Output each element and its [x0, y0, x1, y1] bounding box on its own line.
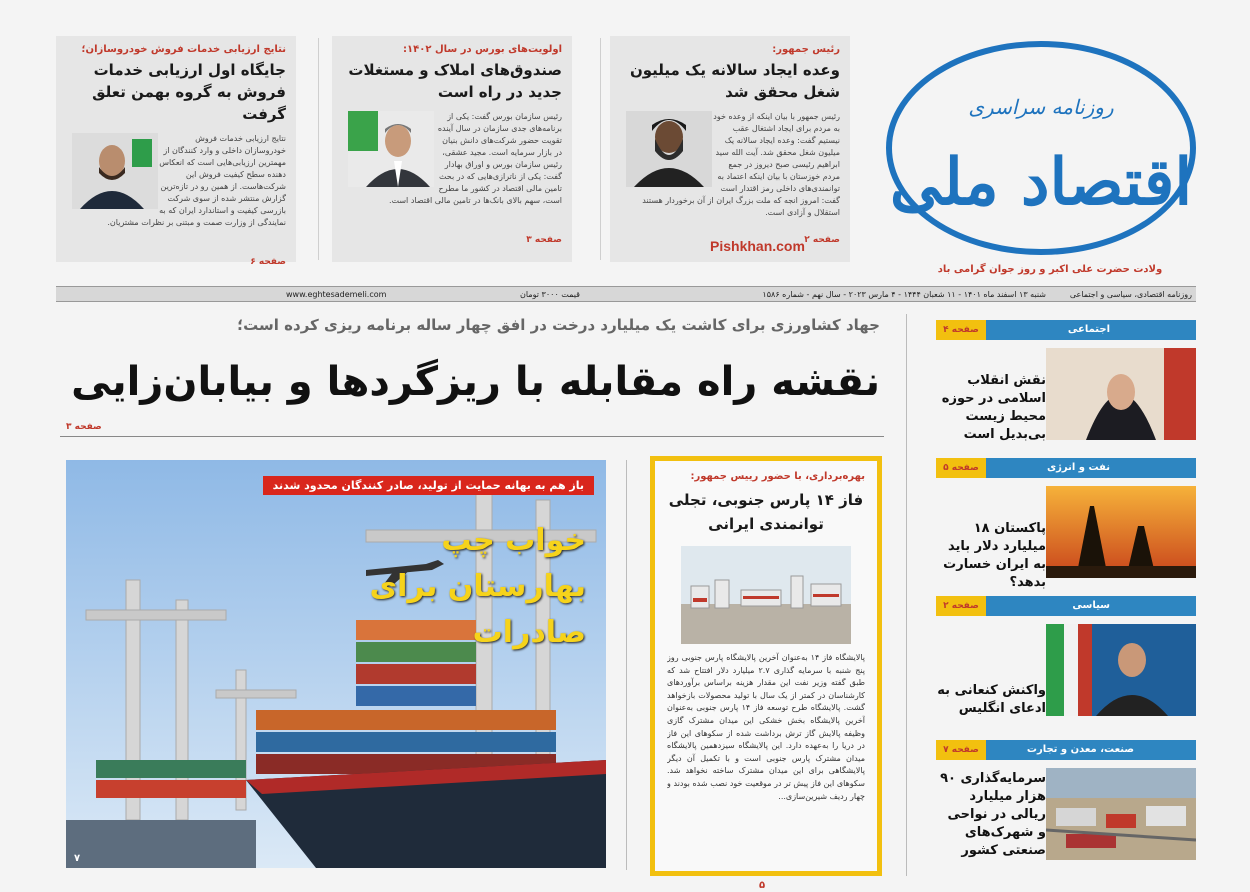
section-headline[interactable]: پاکستان ۱۸ میلیارد دلار باید به ایران خسارت بدهد؟: [943, 521, 1046, 590]
section-page-ref[interactable]: صفحه ۲: [936, 596, 986, 616]
price: قیمت ۳۰۰۰ تومان: [520, 290, 580, 299]
photo-banner: باز هم به بهانه حمایت از تولید، صادر کنندگان محدود شدند: [263, 476, 594, 495]
industrial-park-photo: [1046, 768, 1196, 860]
section-politics[interactable]: [936, 596, 1196, 722]
divider: [600, 38, 601, 260]
refinery-photo: [681, 546, 851, 644]
teaser-body: رئیس سازمان بورس گفت: یکی از برنامه‌های جدی سازمان در سال آینده تقویت حضور شرکت‌های دانش بنیان در بازار سرمایه است. مجید عشقی، رئیس سازمان بورس و اوراق بهادار گفت: یکی از ناترازی‌هایی که در بحث تامین مالی اقتصاد در کشور ما مطرح است، سهم بالای بانک‌ها در تامین مالی اقتصاد است.: [388, 112, 562, 205]
section-label: صنعت، معدن و تجارت: [1026, 744, 1134, 755]
divider: [626, 460, 627, 870]
paper-description: روزنامه اقتصادی، سیاسی و اجتماعی: [1069, 290, 1192, 299]
masthead-tagline: ولادت حضرت علی اکبر و روز جوان گرامی باد: [937, 264, 1163, 275]
teaser-page-ref[interactable]: صفحه ۲: [804, 235, 840, 245]
issue-date: شنبه ۱۳ اسفند ماه ۱۴۰۱ - ۱۱ شعبان ۱۴۴۴ - ۴ مارس ۲۰۲۳ - سال نهم - شماره ۱۵۸۶: [762, 290, 1046, 299]
section-headline[interactable]: واکنش کنعانی به ادعای انگلیس: [937, 683, 1046, 716]
section-social[interactable]: [936, 320, 1196, 446]
section-page-ref[interactable]: صفحه ۴: [936, 320, 986, 340]
teaser-kicker: رئیس جمهور:: [772, 44, 840, 55]
teaser-headline[interactable]: جایگاه اول ارزیابی خدمات فروش به گروه بهمن تعلق گرفت: [92, 61, 286, 123]
masthead-title: اقتصاد ملی: [889, 145, 1193, 220]
section-label: نفت و انرژی: [1046, 462, 1110, 473]
watermark: Pishkhan.com: [710, 238, 805, 254]
main-headline[interactable]: نقشه راه مقابله با ریزگردها و بیابان‌زایی: [71, 359, 880, 405]
featured-body: پالایشگاه فاز ۱۴ به‌عنوان آخرین پالایشگاه پارس جنوبی روز پنج شنبه با سرمایه گذاری ۲.۷ میلیارد دلار افتتاح شد که طبق گفته وزیر نفت این مقدار هزینه براساس برآوردهای کارشناسان در کمتر از یک سال با تولید محصولات بازخواهد گشت. پالایشگاه طرح توسعه فاز ۱۴ پارس جنوبی به‌عنوان آخرین پالایشگاه بخش خشکی این میدان مشترک گازی وظیفه پالایش گاز ترش برداشت شده از سکوهای این فاز در دریا را به‌عهده دارد. این پالایشگاه سیزدهمین پالایشگاه میدان مشترک پارس جنوبی است و با تکمیل آن دیگر پالایشگاهی برای این میدان مشترک ساخته نخواهد شد. سکوهای این فاز پیش تر در موقعیت خود نصب شده بودند و چهار ردیف شیرین‌سازی...: [667, 653, 865, 801]
section-headline[interactable]: سرمایه‌گذاری ۹۰ هزار میلیارد ریالی در نواحی و شهرک‌های صنعتی کشور: [940, 771, 1046, 858]
featured-page-ref[interactable]: ۵: [759, 880, 766, 891]
teaser-headline[interactable]: وعده ایجاد سالانه یک میلیون شغل محقق شد: [629, 61, 840, 101]
official-photo: [348, 111, 434, 187]
photo-page-ref[interactable]: ۷: [74, 853, 81, 864]
spokesman-photo: [1046, 624, 1196, 716]
section-energy[interactable]: [936, 458, 1196, 590]
teaser-body: رئیس جمهور با بیان اینکه از وعده خود به مردم برای ایجاد اشتغال عقب نیستیم گفت: وعده ایجاد سالانه یک میلیون شغل محقق شد. آیت الله سید ابراهیم رئیسی صبح دیروز در جمع مردم خوزستان با بیان اینکه اعتماد به توانمندی‌های داخلی رمز اقتدار است گفت: امروز انجه که ملت بزرگ ایران از آن برخوردار هستند استقلال و آزادی است.: [642, 112, 840, 217]
teaser-bourse[interactable]: [332, 36, 572, 262]
teaser-kicker: اولویت‌های بورس در سال ۱۴۰۲:: [403, 44, 562, 55]
divider: [906, 314, 907, 876]
section-label: اجتماعی: [1067, 324, 1110, 335]
section-industry[interactable]: [936, 740, 1196, 876]
masthead-logo[interactable]: [882, 36, 1200, 260]
main-kicker: جهاد کشاورزی برای کاشت یک میلیارد درخت در افق چهار ساله برنامه ریزی کرده است؛: [237, 316, 880, 334]
divider: [318, 38, 319, 260]
section-bar: [936, 740, 1196, 760]
teaser-bahman[interactable]: [56, 36, 296, 267]
section-bar: [936, 458, 1196, 478]
teaser-page-ref[interactable]: صفحه ۳: [526, 235, 562, 245]
port-photo[interactable]: [66, 460, 606, 868]
featured-headline[interactable]: فاز ۱۴ پارس جنوبی، تجلی توانمندی ایرانی: [668, 491, 864, 533]
info-bar: [56, 286, 1196, 302]
oil-rig-photo: [1046, 486, 1196, 578]
teaser-body: نتایج ارزیابی خدمات فروش خودروسازان داخلی و وارد کنندگان از مهمترین ارزیابی‌هایی است که انعکاس دهنده سطح کیفیت فروش این شرکت‌هاست. از همین رو در تازه‌ترین گزارش منتشر شده از سوی شرکت بازرسی کیفیت و استاندارد ایران که به نمایندگی از وزارت صمت و مبتنی بر نظرات مشتریان.: [107, 134, 286, 227]
section-page-ref[interactable]: صفحه ۵: [936, 458, 986, 478]
section-label: سیاسی: [1072, 600, 1110, 611]
masthead-subtitle: روزنامه سراسری: [968, 95, 1114, 119]
divider: [60, 436, 884, 437]
section-bar: [936, 596, 1196, 616]
executive-photo: [72, 133, 158, 209]
teaser-kicker: نتایج ارزیابی خدمات فروش خودروسازان؛: [81, 44, 286, 55]
teaser-page-ref[interactable]: صفحه ۶: [250, 257, 286, 267]
section-headline[interactable]: نقش انقلاب اسلامی در حوزه محیط زیست بی‌بدیل است: [941, 373, 1046, 442]
website-link[interactable]: www.eghtesademeli.com: [286, 290, 387, 299]
woman-photo: [1046, 348, 1196, 440]
section-page-ref[interactable]: صفحه ۷: [936, 740, 986, 760]
featured-box[interactable]: [650, 456, 882, 891]
teaser-headline[interactable]: صندوق‌های املاک و مستغلات جدید در راه است: [348, 61, 562, 101]
main-page-ref[interactable]: صفحه ۳: [66, 422, 102, 432]
section-bar: [936, 320, 1196, 340]
president-photo: [626, 111, 712, 187]
featured-kicker: بهره‌برداری، با حضور رییس جمهور:: [690, 471, 865, 482]
photo-story-title[interactable]: خواب چپ بهارستان برای صادرات: [369, 523, 586, 650]
teaser-president[interactable]: [610, 36, 850, 262]
